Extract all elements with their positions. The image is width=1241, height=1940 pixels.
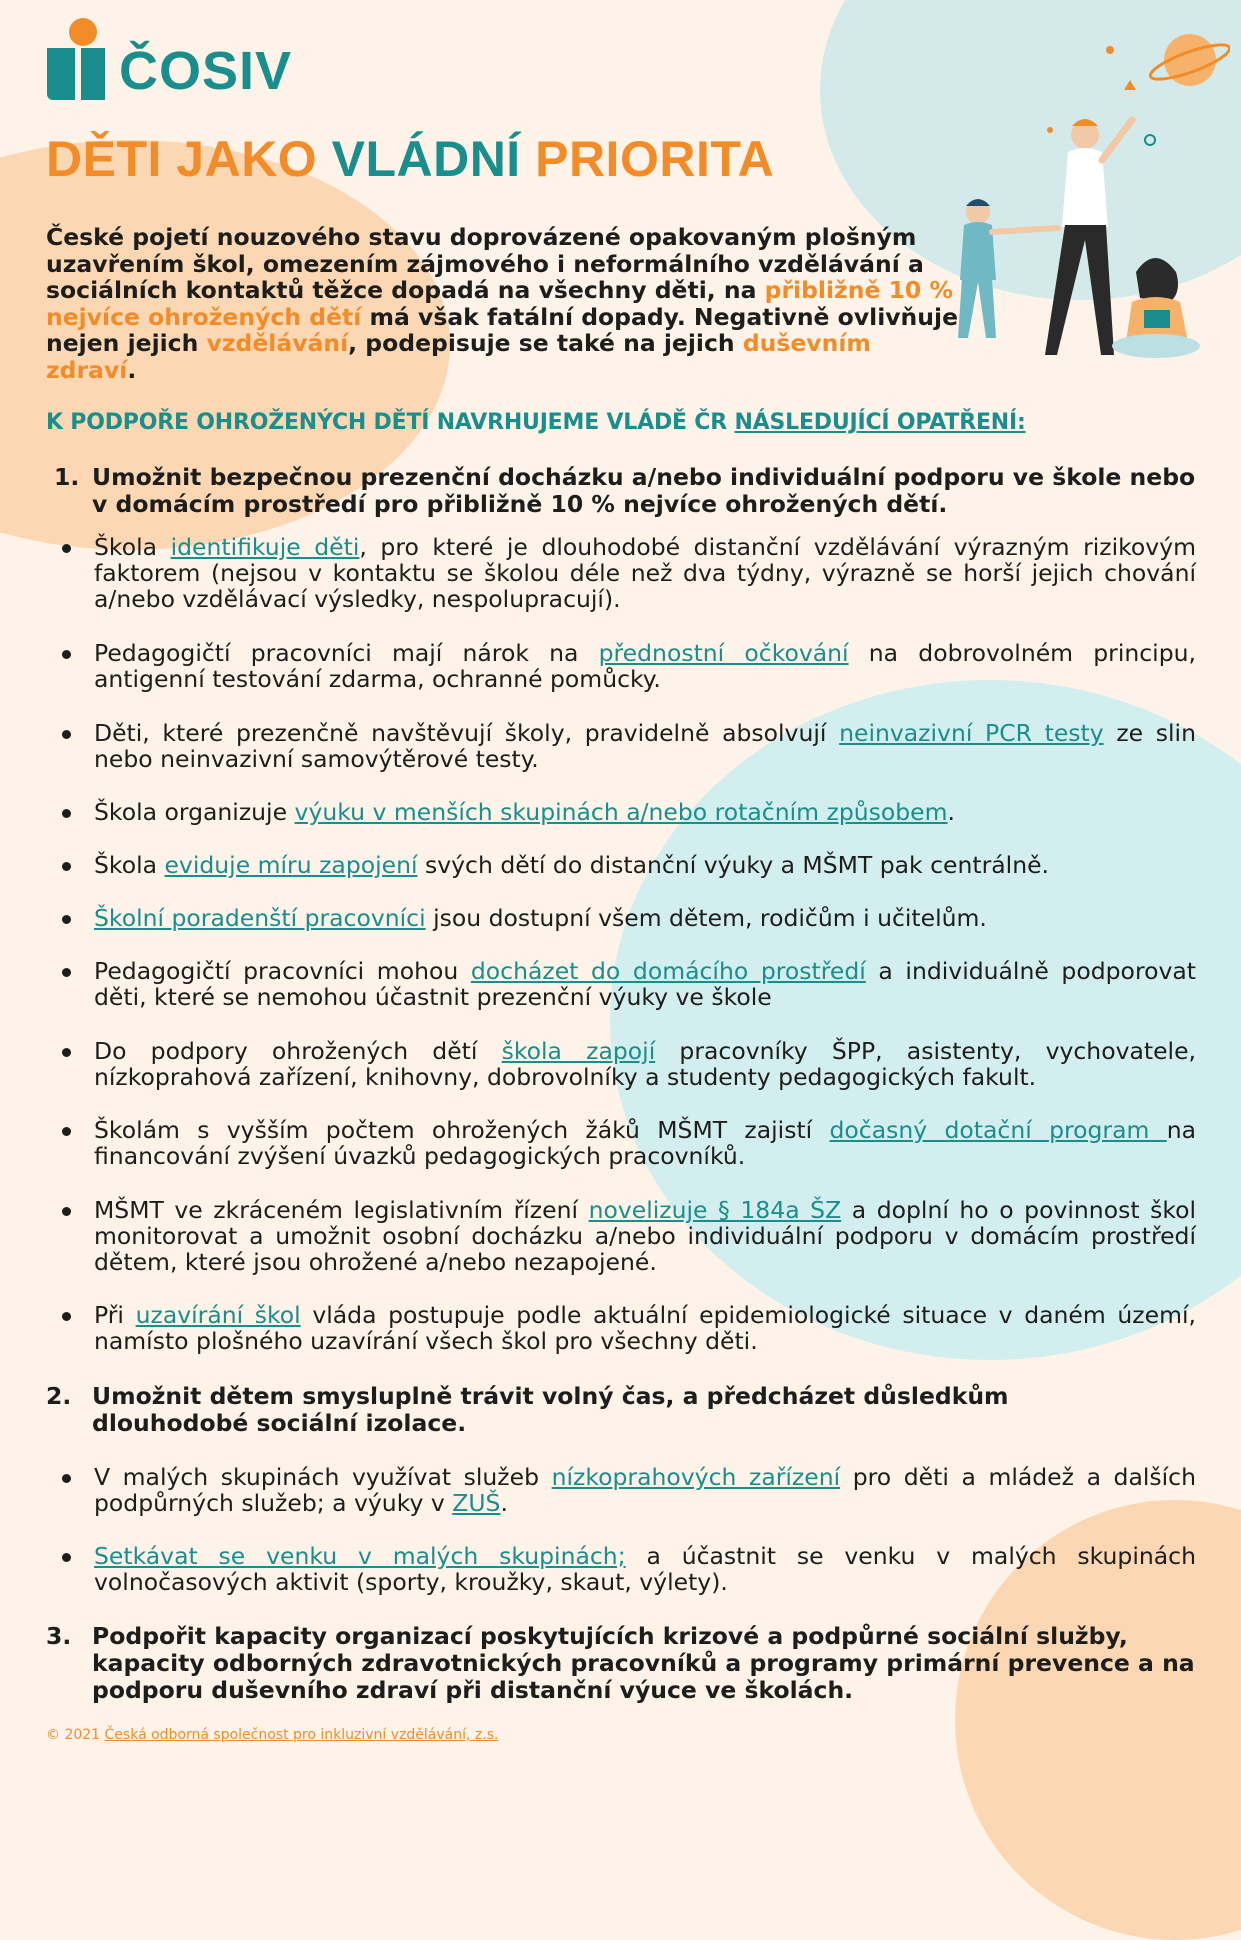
bullet-link[interactable]: neinvazivní PCR testy xyxy=(839,719,1104,747)
bullet-text: Škola xyxy=(94,851,165,879)
measures-headline xyxy=(46,410,1026,435)
intro-text-4: . xyxy=(127,355,137,384)
logo-bar-left xyxy=(47,48,75,100)
bullet-link[interactable]: uzavírání škol xyxy=(135,1301,301,1329)
bullet-text: , pro které je dlouhodobé distanční vzdělávání výrazným rizikovým faktorem (nejsou v kontaktu se školou déle než dva týdny, výrazně se horší jejich chování a/nebo vzdělávací výsledky, nespolupracují). xyxy=(94,533,1197,613)
intro-text-1: České pojetí nouzového stavu doprovázené opakovaným plošným uzavřením škol, omezením zájmového i neformálního vzdělávání a sociálních kontaktů těžce dopadá na všechny děti, na xyxy=(46,223,924,304)
bullet-dot-icon xyxy=(62,730,71,739)
bullet-link[interactable]: novelizuje § 184a ŠZ xyxy=(588,1196,842,1224)
point-number: 3. xyxy=(46,1622,72,1650)
bullet-item xyxy=(62,1197,1196,1275)
bullet-item xyxy=(62,534,1196,612)
bullet-dot-icon xyxy=(62,544,71,553)
bullet-dot-icon xyxy=(62,809,71,818)
bullet-text: pracovníky ŠPP, asistenty, vychovatele, nízkoprahová zařízení, knihovny, dobrovolníky a studenty pedagogických fakult. xyxy=(94,1037,1197,1091)
headline-text: K PODPOŘE OHROŽENÝCH DĚTÍ NAVRHUJEME VLÁDĚ ČR xyxy=(46,410,735,435)
bullet-dot-icon xyxy=(62,1312,71,1321)
bullet-dot-icon xyxy=(62,968,71,977)
point-number: 1. xyxy=(54,463,80,491)
point-1 xyxy=(46,464,1196,518)
bullet-link[interactable]: Setkávat se venku v malých skupinách; xyxy=(94,1542,626,1570)
bullet-link-zus[interactable]: ZUŠ xyxy=(452,1489,501,1517)
bullet-item xyxy=(62,958,1196,1010)
logo-bar-right xyxy=(81,48,105,100)
intro-highlight-3: duševním zdraví xyxy=(46,329,871,384)
bullet-item xyxy=(62,1464,1196,1516)
bullet-text: na financování zvýšení úvazků pedagogických pracovníků. xyxy=(94,1116,1196,1170)
point-number: 2. xyxy=(46,1382,72,1410)
bullet-item xyxy=(62,1038,1196,1090)
title-part-3: PRIORITA xyxy=(520,131,775,187)
point-text: Umožnit dětem smysluplně trávit volný čas, a předcházet důsledkům dlouhodobé sociální izolace. xyxy=(92,1382,1009,1437)
bullet-link[interactable]: eviduje míru zapojení xyxy=(164,851,418,879)
title-part-1: DĚTI JAKO xyxy=(46,131,332,187)
bullet-dot-icon xyxy=(62,915,71,924)
bullet-text: a účastnit se venku v malých skupinách volnočasových aktivit (sporty, kroužky, skaut, výlety). xyxy=(94,1542,1196,1596)
cosiv-logo xyxy=(47,18,293,101)
point-text: Podpořit kapacity organizací poskytujících krizové a podpůrné sociální služby, kapacity odborných zdravotnických pracovníků a programy primární prevence a na podporu duševního zdraví při distanční výuce ve školách. xyxy=(92,1622,1195,1704)
bullet-item xyxy=(62,799,1196,825)
bullet-dot-icon xyxy=(62,862,71,871)
page-title xyxy=(46,131,775,187)
bullet-text: na dobrovolném principu, antigenní testování zdarma, ochranné pomůcky. xyxy=(94,639,1196,693)
logo-text: ČOSIV xyxy=(119,41,293,101)
bullet-text: Školám s vyšším počtem ohrožených žáků MŠMT zajistí xyxy=(94,1116,830,1144)
point-text: Umožnit bezpečnou prezenční docházku a/nebo individuální podporu ve škole nebo v domácím prostředí pro přibližně 10 % nejvíce ohrožených dětí. xyxy=(92,463,1196,518)
bullet-link[interactable]: Školní poradenští pracovníci xyxy=(94,904,426,932)
bullet-link[interactable]: nízkoprahových zařízení xyxy=(551,1463,841,1491)
bullet-text: Pedagogičtí pracovníci mají nárok na xyxy=(94,639,599,667)
bullet-item xyxy=(62,1543,1196,1595)
bullet-text: a individuálně podporovat děti, které se nemohou účastnit prezenční výuky ve škole xyxy=(94,957,1196,1011)
intro-text-2: má však fatální dopady. Negativně ovlivňuje nejen jejich xyxy=(46,302,959,357)
intro-text-3: , podepisuje se také na jejich xyxy=(348,329,743,357)
bullet-text: Děti, které prezenčně navštěvují školy, pravidelně absolvují xyxy=(94,719,840,747)
intro-highlight-2: vzdělávání xyxy=(206,329,349,357)
intro-highlight-1: přibližně 10 % nejvíce ohrožených dětí xyxy=(46,276,953,331)
bullet-text: Při xyxy=(94,1301,136,1329)
bullet-text: Škola xyxy=(94,533,171,561)
bullet-item xyxy=(62,905,1196,931)
bullet-dot-icon xyxy=(62,1207,71,1216)
title-part-2: VLÁDNÍ xyxy=(331,131,521,187)
bullet-link[interactable]: dočasný dotační program xyxy=(829,1116,1167,1144)
bullet-link[interactable]: přednostní očkování xyxy=(598,639,849,667)
bullet-text: pro děti a mládež a dalších podpůrných služeb; a výuky v xyxy=(94,1463,1196,1517)
footer-prefix: © 2021 xyxy=(46,1727,105,1743)
bullet-text: jsou dostupní všem dětem, rodičům i učitelům. xyxy=(425,904,987,932)
headline-underlined: NÁSLEDUJÍCÍ OPATŘENÍ: xyxy=(734,410,1026,435)
bullet-item xyxy=(62,640,1196,692)
bullet-dot-icon xyxy=(62,650,71,659)
bullet-text: Do podpory ohrožených dětí xyxy=(94,1037,502,1065)
bullet-text: Škola organizuje xyxy=(94,798,295,826)
logo-dot-icon xyxy=(69,18,97,46)
bullet-link[interactable]: docházet do domácího prostředí xyxy=(470,957,866,985)
footer-copyright xyxy=(46,1727,498,1743)
bullet-text: Pedagogičtí pracovníci mohou xyxy=(94,957,471,985)
bullet-dot-icon xyxy=(62,1474,71,1483)
bullet-item xyxy=(62,1117,1196,1169)
bullet-dot-icon xyxy=(62,1048,71,1057)
bullet-text: MŠMT ve zkráceném legislativním řízení xyxy=(94,1196,589,1224)
bullet-text: ze slin nebo neinvazivní samovýtěrové testy. xyxy=(94,719,1196,773)
bullet-text: V malých skupinách využívat služeb xyxy=(94,1463,552,1491)
footer-link[interactable]: Česká odborná společnost pro inkluzivní vzdělávání, z.s. xyxy=(104,1727,499,1743)
bullet-text: . xyxy=(500,1489,508,1517)
bullet-item xyxy=(62,852,1196,878)
bullet-text: vláda postupuje podle aktuální epidemiologické situace v daném území, namísto plošného uzavírání všech škol pro všechny děti. xyxy=(94,1301,1196,1355)
bullet-link[interactable]: identifikuje děti xyxy=(170,533,360,561)
bullet-item xyxy=(62,720,1196,772)
point-3 xyxy=(46,1623,1196,1704)
point-2 xyxy=(46,1383,1196,1437)
intro-paragraph xyxy=(46,224,966,383)
bullet-text: svých dětí do distanční výuky a MŠMT pak centrálně. xyxy=(417,851,1050,879)
bullet-dot-icon xyxy=(62,1127,71,1136)
bullet-text: a doplní ho o povinnost škol monitorovat a umožnit osobní docházku a/nebo individuální podporu v domácím prostředí dětem, které jsou ohrožené a/nebo nezapojené. xyxy=(94,1196,1197,1276)
bullet-link[interactable]: výuku v menších skupinách a/nebo rotačním způsobem xyxy=(294,798,948,826)
bullet-link[interactable]: škola zapojí xyxy=(501,1037,656,1065)
bullet-text: . xyxy=(947,798,956,826)
bullet-dot-icon xyxy=(62,1553,71,1562)
bullet-item xyxy=(62,1302,1196,1354)
